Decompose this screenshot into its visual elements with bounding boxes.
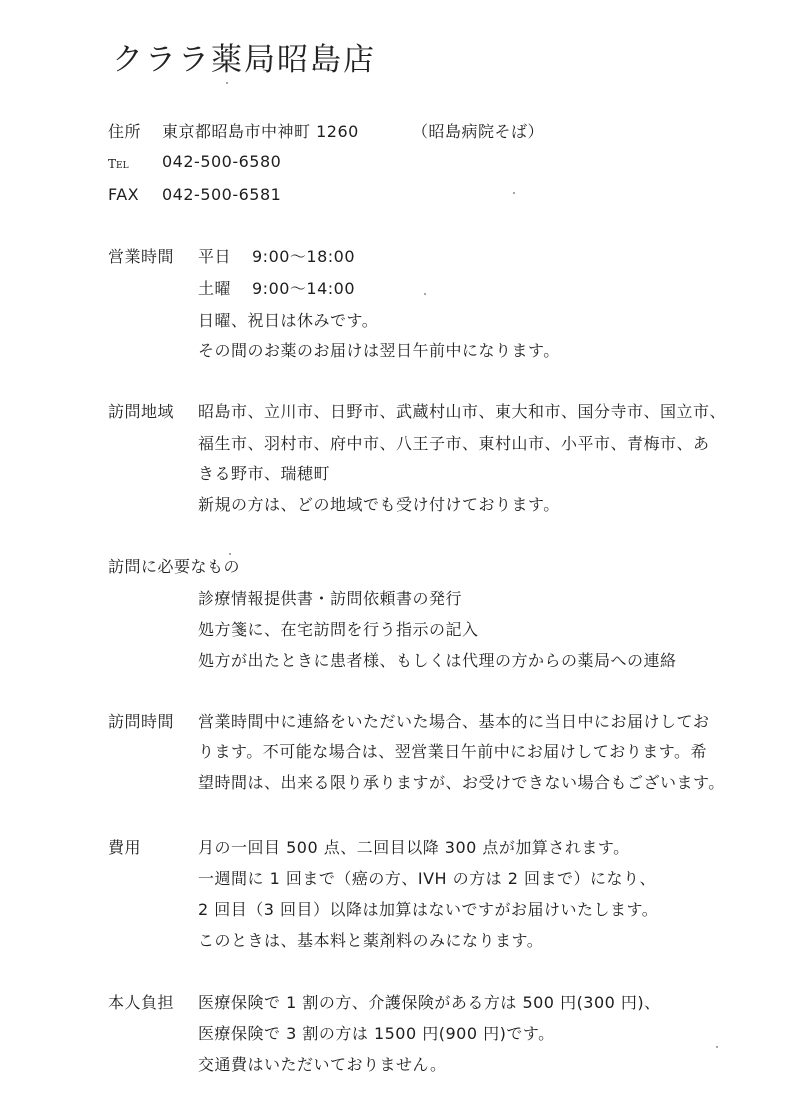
scan-speck — [424, 293, 426, 295]
delivery-note: その間のお薬のお届けは翌日午前中になります。 — [198, 341, 560, 360]
fax-number: 042-500-6581 — [162, 185, 282, 204]
visit-time-label: 訪問時間 — [108, 712, 175, 731]
fees-label: 費用 — [108, 838, 142, 857]
copay-line: 医療保険で 1 割の方、介護保険がある方は 500 円(300 円)、 — [198, 993, 661, 1012]
area-line: 福生市、羽村市、府中市、八王子市、東村山市、小平市、青梅市、あ — [198, 434, 710, 453]
hours-label: 営業時間 — [108, 247, 175, 266]
weekday-time: 9:00～18:00 — [252, 247, 356, 266]
requirements-label: 訪問に必要なもの — [108, 557, 241, 576]
area-label: 訪問地域 — [108, 402, 175, 421]
fax-label: FAX — [108, 185, 140, 204]
scan-speck — [229, 553, 231, 555]
tel-number: 042-500-6580 — [162, 152, 282, 171]
copay-line: 交通費はいただいておりません。 — [198, 1055, 447, 1074]
requirement-item: 診療情報提供書・訪問依頼書の発行 — [198, 589, 463, 608]
copay-line: 医療保険で 3 割の方は 1500 円(900 円)です。 — [198, 1024, 555, 1043]
area-line: きる野市、瑞穂町 — [198, 464, 331, 483]
requirement-item: 処方箋に、在宅訪問を行う指示の記入 — [198, 620, 479, 639]
area-line: 昭島市、立川市、日野市、武蔵村山市、東大和市、国分寺市、国立市、 — [198, 402, 727, 421]
visit-time-line: 望時間は、出来る限り承りますが、お受けできない場合もございます。 — [198, 773, 725, 792]
closed-note: 日曜、祝日は休みです。 — [198, 311, 379, 330]
fees-line: 2 回目（3 回目）以降は加算はないですがお届けいたします。 — [198, 900, 659, 919]
visit-time-line: ります。不可能な場合は、翌営業日午前中にお届けしております。希 — [198, 742, 707, 761]
fees-line: このときは、基本料と薬剤料のみになります。 — [198, 931, 544, 950]
requirement-item: 処方が出たときに患者様、もしくは代理の方からの薬局への連絡 — [198, 651, 677, 670]
saturday-time: 9:00～14:00 — [252, 279, 356, 298]
address-note: （昭島病院そば） — [412, 122, 545, 141]
scan-speck — [513, 192, 515, 194]
copay-label: 本人負担 — [108, 993, 175, 1012]
visit-time-line: 営業時間中に連絡をいただいた場合、基本的に当日中にお届けしてお — [198, 712, 710, 731]
weekday-label: 平日 — [198, 247, 232, 266]
address-label: 住所 — [108, 122, 142, 141]
fees-line: 一週間に 1 回まで（癌の方、IVH の方は 2 回まで）になり、 — [198, 869, 656, 888]
saturday-label: 土曜 — [198, 279, 232, 298]
scan-speck — [716, 1046, 718, 1048]
scan-speck — [226, 82, 228, 84]
page-title: クララ薬局昭島店 — [112, 42, 376, 78]
address-text: 東京都昭島市中神町 1260 — [162, 122, 359, 141]
fees-line: 月の一回目 500 点、二回目以降 300 点が加算されます。 — [198, 838, 630, 857]
area-line: 新規の方は、どの地域でも受け付けております。 — [198, 495, 560, 514]
tel-label: TEL — [108, 157, 129, 171]
